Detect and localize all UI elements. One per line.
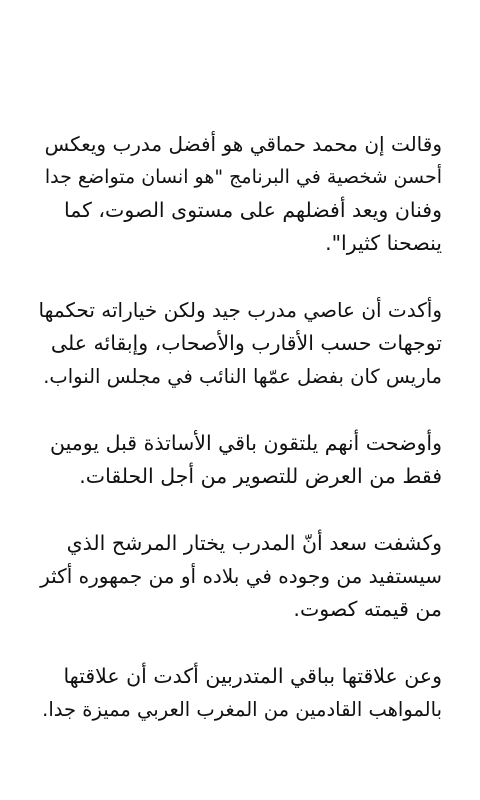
text-line: وأكدت أن عاصي مدرب جيد ولكن خياراته تحكمها — [38, 298, 442, 322]
text-line: توجهات حسب الأقارب والأصحاب، وإبقائه على — [50, 331, 442, 355]
text-line: وفنان ويعد أفضلهم على مستوى الصوت، كما — [64, 198, 442, 222]
paragraph-1 — [38, 128, 442, 260]
paragraph-2 — [38, 294, 442, 393]
text-line: ينصحنا كثيرا". — [325, 231, 442, 255]
paragraph-3 — [38, 427, 442, 493]
paragraph-5 — [38, 660, 442, 726]
text-line: وكشفت سعد أنّ المدرب يختار المرشح الذي — [66, 531, 442, 555]
text-line: فقط من العرض للتصوير من أجل الحلقات. — [79, 464, 442, 488]
text-line: ماريس كان بفضل عمّها النائب في مجلس النواب. — [43, 365, 442, 388]
text-line: من قيمته كصوت. — [293, 597, 442, 621]
text-line: بالمواهب القادمين من المغرب العربي مميزة جدا. — [42, 698, 442, 721]
paragraph-4 — [38, 527, 442, 626]
text-line: أحسن شخصية في البرنامج "هو انسان متواضع جدا — [44, 166, 442, 188]
text-line: وعن علاقتها بباقي المتدربين أكدت أن علاقتها — [63, 664, 442, 688]
text-line: سيستفيد من وجوده في بلاده أو من جمهوره أكثر — [40, 564, 442, 588]
text-line: وأوضحت أنهم يلتقون باقي الأساتذة قبل يومين — [50, 431, 442, 455]
text-line: وقالت إن محمد حماقي هو أفضل مدرب ويعكس — [44, 132, 442, 156]
article-body — [38, 128, 442, 726]
